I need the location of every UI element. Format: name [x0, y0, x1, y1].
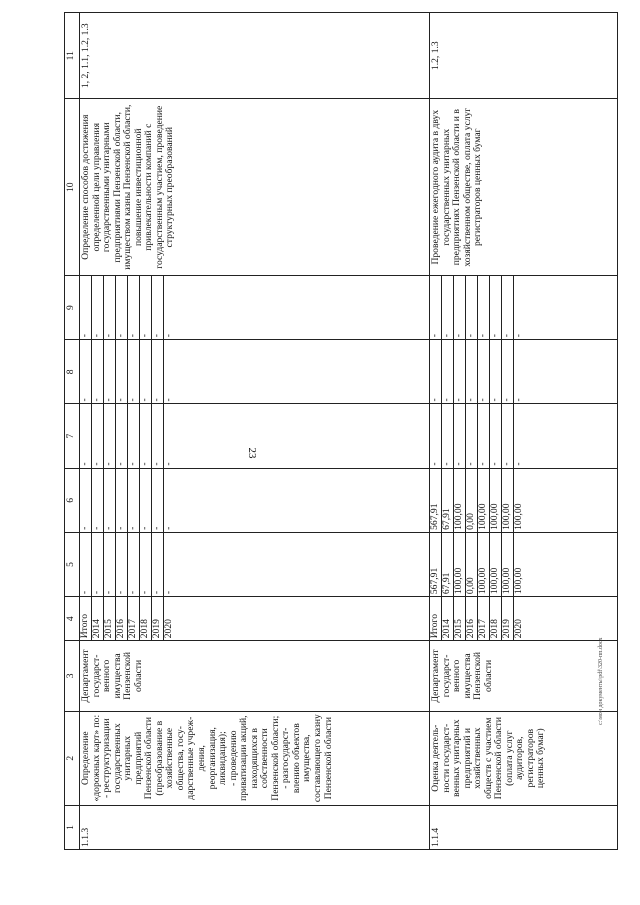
cell-value: 100,00	[513, 503, 524, 530]
cell-value: 2014	[92, 597, 104, 640]
header-cell: 3	[65, 641, 80, 711]
cell-value: -	[152, 533, 164, 596]
cell-value: -	[116, 340, 128, 403]
cell-col2: Оценка деятель-ности государст-венных унитарных предприятий и хозяйственных обществ с участием Пензенской области (оплата услуг аудиторов, регистраторов ценных бумаг)	[430, 711, 618, 805]
cell-value: 100,00	[454, 469, 466, 532]
cell-value: -	[140, 276, 152, 339]
cell-value: 100,00	[490, 469, 502, 532]
header-cell: 9	[65, 276, 80, 340]
header-cell: 1	[65, 805, 80, 849]
cell-value: 100,00	[478, 469, 490, 532]
cell-value: -	[478, 404, 490, 467]
cell-col2: Определение «дорожных карт» по: - реструктуризации государственных унитарных предприятий Пензенской области (преобразование в хозяйственные общества, госу-дарственные учреж-дения, реорганизация, ликвидация); - проведению приватизации акций, находящихся в собственности Пензенской области; - разгосударст-влению объектов имущества, составляющего казну Пензенской области	[80, 711, 430, 805]
cell-value: -	[490, 340, 502, 403]
cell-value: 0,00	[466, 533, 478, 596]
cell-value: -	[454, 340, 466, 403]
cell-value: -	[430, 340, 442, 403]
cell-value: -	[513, 398, 524, 402]
header-cell: 2	[65, 711, 80, 805]
cell-col3: Департамент государст-венного имущества Пензенской области	[430, 641, 618, 711]
cell-value: -	[478, 276, 490, 339]
cell-value: -	[128, 404, 140, 467]
cell-value: -	[116, 533, 128, 596]
cell-value: 567,91	[430, 469, 442, 532]
table-row	[80, 13, 430, 850]
cell-value: 0,00	[466, 469, 478, 532]
cell-value: -	[104, 469, 116, 532]
cell-value: -	[502, 276, 514, 339]
cell-value: -	[152, 469, 164, 532]
cell-value: -	[163, 334, 174, 338]
cell-col1: 1.1.3	[80, 805, 430, 849]
cell-value: -	[128, 340, 140, 403]
cell-years	[430, 597, 618, 641]
cell-value: -	[442, 340, 454, 403]
cell-value: 2018	[490, 597, 502, 640]
page-number: 23	[246, 447, 258, 459]
cell-col9	[80, 276, 430, 340]
header-cell: 6	[65, 468, 80, 532]
cell-value: -	[490, 276, 502, 339]
cell-value: -	[104, 340, 116, 403]
cell-value: -	[80, 469, 92, 532]
cell-value: 100,00	[490, 533, 502, 596]
header-cell: 11	[65, 13, 80, 99]
cell-value: -	[163, 590, 174, 595]
cell-value: -	[116, 469, 128, 532]
cell-value: -	[163, 398, 174, 402]
header-row	[65, 13, 80, 850]
cell-value: -	[128, 469, 140, 532]
cell-value: -	[513, 462, 524, 466]
cell-value: 67,91	[442, 469, 454, 532]
cell-value: -	[478, 340, 490, 403]
cell-value: -	[92, 276, 104, 339]
cell-value: -	[152, 404, 164, 467]
cell-col7	[80, 404, 430, 468]
cell-value: 2015	[454, 597, 466, 640]
rotated-page	[64, 12, 564, 850]
cell-value: -	[502, 340, 514, 403]
cell-value: 100,00	[502, 533, 514, 596]
cell-value: 100,00	[454, 533, 466, 596]
cell-value: 2016	[116, 597, 128, 640]
cell-value: -	[513, 334, 524, 338]
cell-col9	[430, 276, 618, 340]
cell-value: -	[163, 462, 174, 466]
cell-value: 2017	[128, 597, 140, 640]
cell-value: 567,91	[430, 533, 442, 596]
header-cell: 7	[65, 404, 80, 468]
header-cell: 5	[65, 532, 80, 596]
cell-value: 100,00	[513, 567, 524, 595]
cell-value: -	[152, 340, 164, 403]
cell-col6	[80, 468, 430, 532]
footer-file-path: c:\мои документы\pdf\320-пп.docx	[598, 637, 604, 725]
cell-value: -	[502, 404, 514, 467]
cell-value: -	[104, 533, 116, 596]
cell-value: -	[104, 276, 116, 339]
cell-col8	[430, 340, 618, 404]
cell-value: -	[163, 526, 174, 530]
cell-value: Итого	[430, 597, 442, 640]
cell-value: -	[140, 404, 152, 467]
cell-value: -	[442, 404, 454, 467]
cell-col10: Проведение ежегодного аудита в двух государственных унитарных предприятиях Пензенской области и в хозяйственном обществе, оплата услуг регистраторов ценных бумаг	[430, 99, 618, 276]
cell-value: -	[116, 276, 128, 339]
cell-value: 2015	[104, 597, 116, 640]
cell-col7	[430, 404, 618, 468]
cell-years	[80, 597, 430, 641]
cell-col11: 1.2, 1.3	[430, 13, 618, 99]
cell-col5	[80, 532, 430, 596]
cell-value: -	[80, 404, 92, 467]
cell-value: -	[116, 404, 128, 467]
cell-value: -	[128, 276, 140, 339]
cell-value: 2019	[502, 597, 514, 640]
cell-value: -	[490, 404, 502, 467]
cell-value: 2018	[140, 597, 152, 640]
cell-value: -	[454, 404, 466, 467]
cell-value: -	[92, 404, 104, 467]
cell-col1: 1.1.4	[430, 805, 618, 849]
cell-value: -	[104, 404, 116, 467]
cell-value: -	[140, 340, 152, 403]
cell-value: 2016	[466, 597, 478, 640]
cell-value: Итого	[80, 597, 92, 640]
cell-value: -	[80, 276, 92, 339]
cell-value: -	[92, 533, 104, 596]
cell-value: -	[80, 340, 92, 403]
cell-value: 2014	[442, 597, 454, 640]
cell-value: -	[152, 276, 164, 339]
header-cell: 10	[65, 99, 80, 276]
cell-value: 67,91	[442, 533, 454, 596]
cell-value: -	[128, 533, 140, 596]
cell-col5	[430, 532, 618, 596]
cell-value: -	[92, 340, 104, 403]
cell-value: 100,00	[478, 533, 490, 596]
cell-value: 100,00	[502, 469, 514, 532]
program-table	[64, 12, 618, 850]
cell-value: -	[80, 533, 92, 596]
cell-value: 2020	[513, 619, 524, 639]
table-row	[430, 13, 618, 850]
header-cell: 8	[65, 340, 80, 404]
cell-value: -	[466, 404, 478, 467]
cell-col3: Департамент государст-венного имущества Пензенской области	[80, 641, 430, 711]
header-cell: 4	[65, 597, 80, 641]
cell-value: -	[92, 469, 104, 532]
cell-value: 2019	[152, 597, 164, 640]
cell-value: -	[454, 276, 466, 339]
cell-value: -	[442, 276, 454, 339]
cell-value: 2020	[163, 619, 174, 639]
cell-value: -	[466, 340, 478, 403]
cell-value: -	[430, 276, 442, 339]
cell-value: -	[466, 276, 478, 339]
cell-value: 2017	[478, 597, 490, 640]
cell-col8	[80, 340, 430, 404]
cell-value: -	[140, 469, 152, 532]
cell-col6	[430, 468, 618, 532]
cell-col10: Определение способов достижения определенной цели управления государственными унитарными предприятиями Пензенской области, имуществом казны Пензенской области, повышение инвестиционной привлекательности компаний с государственным участием, проведение структурных преобразований	[80, 99, 430, 276]
cell-value: -	[140, 533, 152, 596]
cell-col11: 1, 2, 1.1, 1.2, 1.3	[80, 13, 430, 99]
cell-value: -	[430, 404, 442, 467]
